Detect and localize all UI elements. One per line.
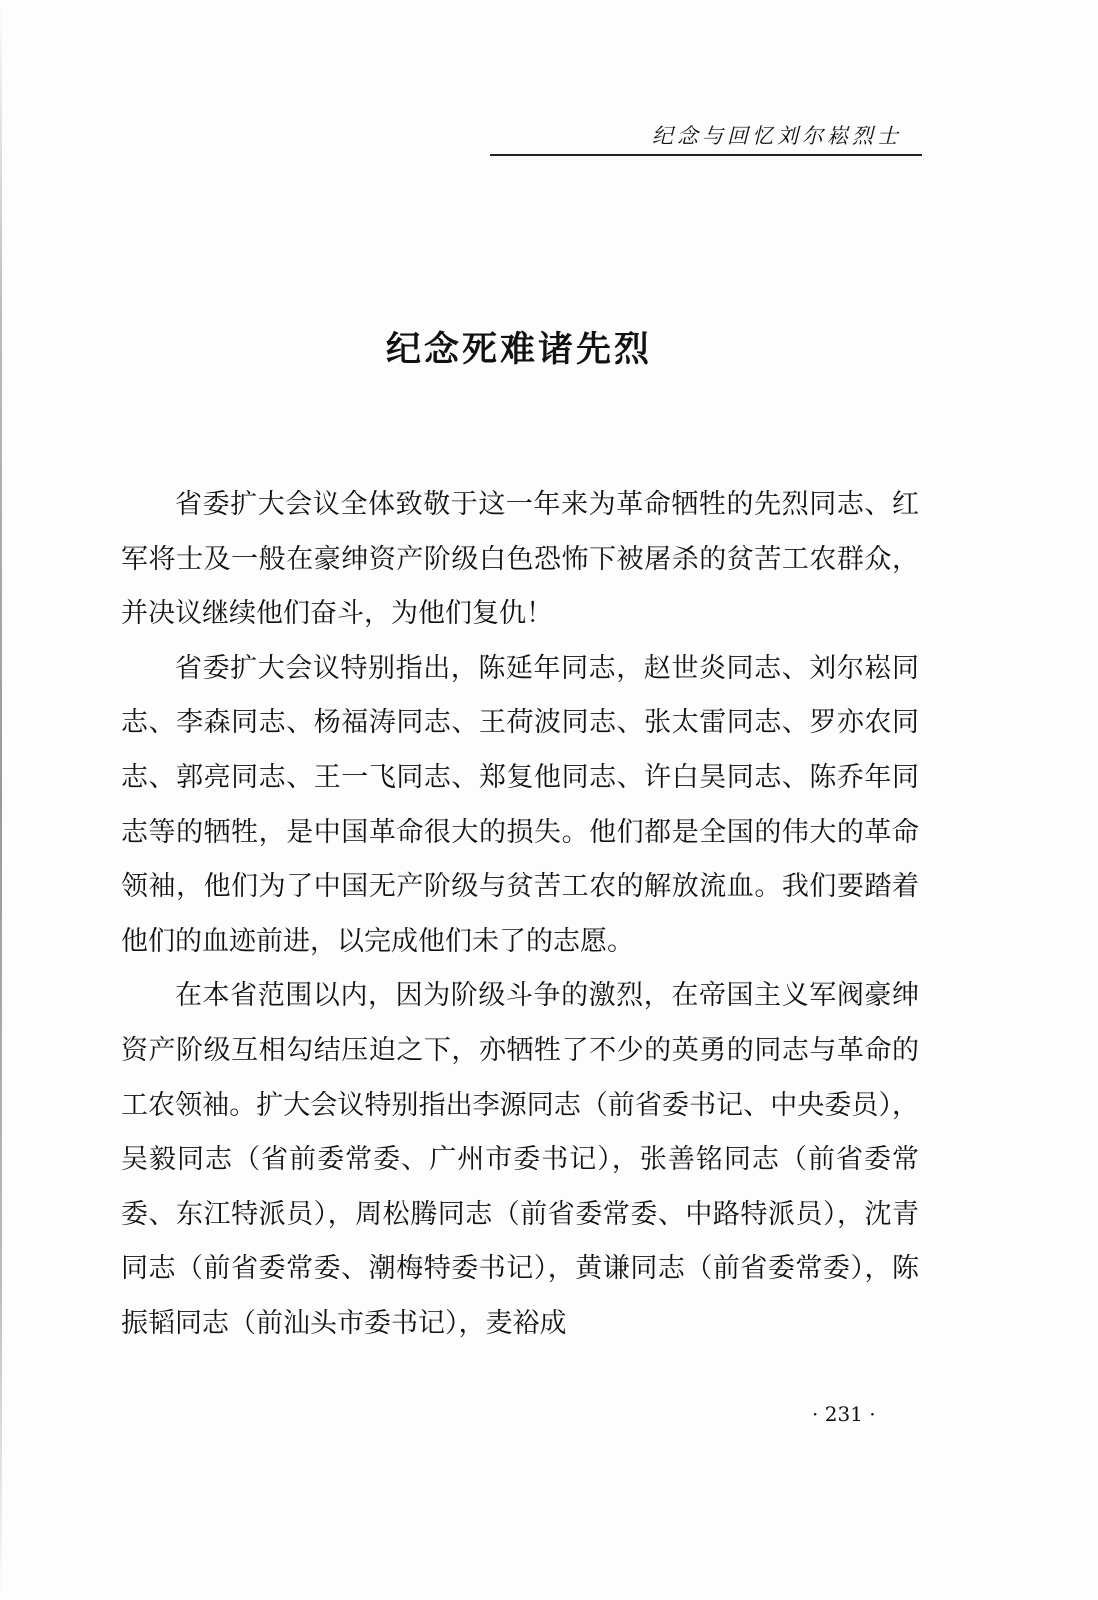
running-head-rule <box>490 154 922 156</box>
paragraph-1: 省委扩大会议全体致敬于这一年来为革命牺牲的先烈同志、红军将士及一般在豪绅资产阶级白色恐怖下被屠杀的贫苦工农群众，并决议继续他们奋斗，为他们复仇！ <box>121 489 919 630</box>
article-title: 纪念死难诸先烈 <box>385 330 652 370</box>
paragraph-3: 在本省范围以内，因为阶级斗争的激烈，在帝国主义军阀豪绅资产阶级互相勾结压迫之下，亦牺牲了不少的英勇的同志与革命的工农领袖。扩大会议特别指出李源同志（前省委书记、中央委员），吴毅同志（省前委常委、广州市委书记），张善铭同志（前省委常委、东江特派员），周松腾同志（前省委常委、中路特派员），沈青同志（前省委常委、潮梅特委书记），黄谦同志（前省委常委），陈振韬同志（前汕头市委书记），麦裕成 <box>121 980 919 1339</box>
page-number: · 231 · <box>812 1402 876 1426</box>
article-body <box>121 478 919 1352</box>
paragraph-2: 省委扩大会议特别指出，陈延年同志，赵世炎同志、刘尔崧同志、李森同志、杨福涛同志、王荷波同志、张太雷同志、罗亦农同志、郭亮同志、王一飞同志、郑复他同志、许白昊同志、陈乔年同志等的牺牲，是中国革命很大的损失。他们都是全国的伟大的革命领袖，他们为了中国无产阶级与贫苦工农的解放流血。我们要踏着他们的血迹前进，以完成他们未了的志愿。 <box>121 652 919 957</box>
running-head: 纪念与回忆刘尔崧烈士 <box>652 124 902 148</box>
page-binding-edge <box>0 0 2 1600</box>
